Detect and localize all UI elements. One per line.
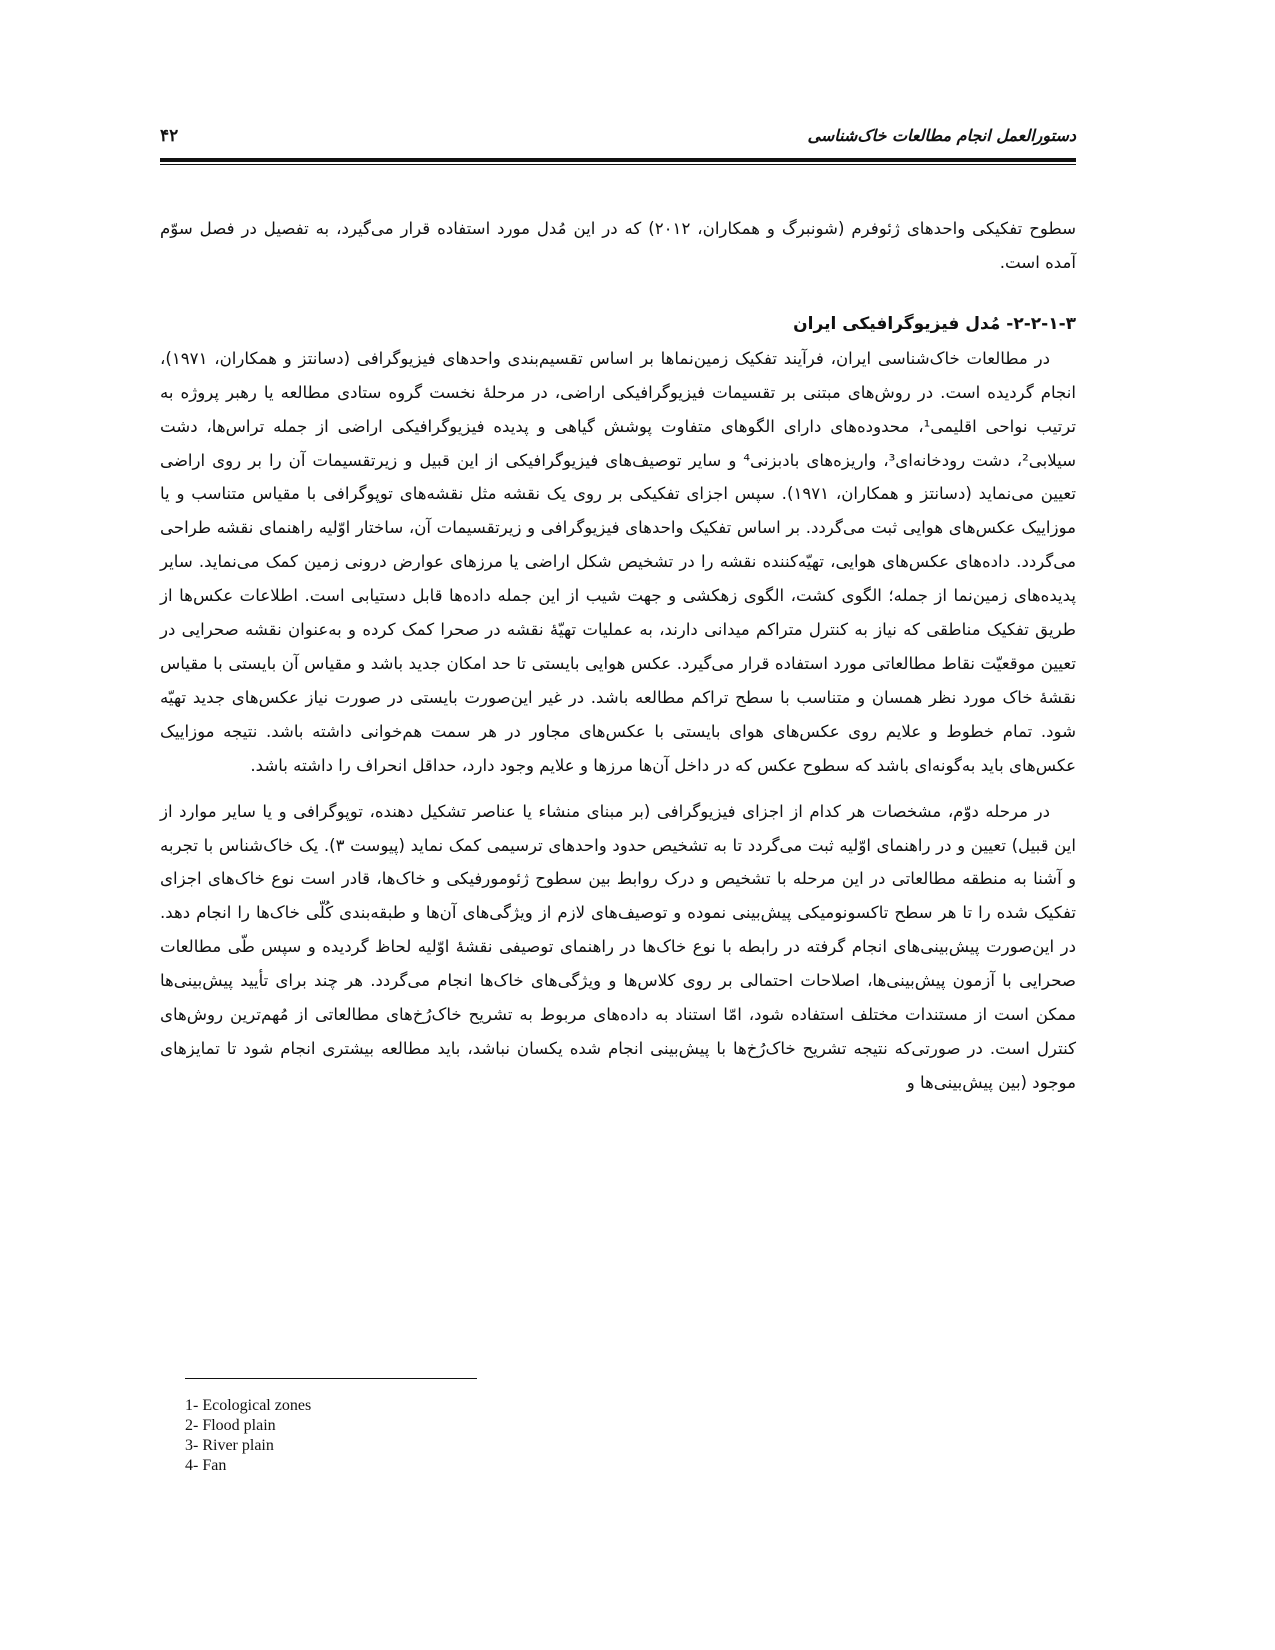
header-rule-thin [160, 164, 1076, 165]
section-heading: ۲-۲-۱-۳- مُدل فیزیوگرافیکی ایران [793, 313, 1076, 334]
footnote-item: 2- Flood plain [185, 1417, 276, 1434]
body-text [160, 212, 1076, 1100]
paragraph-continuation: سطوح تفکیکی واحدهای ژئوفرم (شونبرگ و همکاران، ۲۰۱۲) که در این مُدل مورد استفاده قرار می‌گیرد، به تفصیل در فصل سوّم آمده است. [160, 219, 1076, 272]
page-number: ۴۲ [160, 126, 179, 146]
header-rule-thick [160, 158, 1076, 162]
running-title: دستورالعمل انجام مطالعات خاک‌شناسی [807, 126, 1076, 145]
footnote-item: 4- Fan [185, 1457, 227, 1474]
footnote-item: 3- River plain [185, 1437, 274, 1454]
footnote-item: 1- Ecological zones [185, 1397, 312, 1414]
footnote-separator [185, 1378, 477, 1379]
paragraph-physiographic-model: در مطالعات خاک‌شناسی ایران، فرآیند تفکیک زمین‌نماها بر اساس تقسیم‌بندی واحدهای فیزیوگرافی (دسانتز و همکاران، ۱۹۷۱)، انجام گردیده است. در روش‌های مبتنی بر تقسیمات فیزیوگرافیکی اراضی، در مرحلهٔ نخست گروه ستادی مطالعه یا رهبر پروژه به ترتیب نواحی اقلیمی¹، محدوده‌های دارای الگوهای متفاوت پوشش گیاهی و پدیده فیزیوگرافیکی اراضی از جمله تراس‌ها، دشت سیلابی²، دشت رودخانه‌ای³، واریزه‌های بادبزنی⁴ و سایر توصیف‌های فیزیوگرافیکی از این قبیل و زیرتقسیمات آن را بر روی اراضی تعیین می‌نماید (دسانتز و همکاران، ۱۹۷۱). سپس اجزای تفکیکی بر روی یک نقشه مثل نقشه‌های توپوگرافی با مقیاس متناسب و یا موزاییک عکس‌های هوایی ثبت می‌گردد. بر اساس تفکیک واحدهای فیزیوگرافی و زیرتقسیمات آن، ساختار اوّلیه راهنمای نقشه طراحی می‌گردد. داده‌های عکس‌های هوایی، تهیّه‌کننده نقشه را در تشخیص شکل اراضی یا مرزهای عوارض درونی زمین کمک می‌نماید. سایر پدیده‌های زمین‌نما از جمله؛ الگوی کشت، الگوی زهکشی و جهت شیب از این جمله داده‌ها قابل دستیابی است. اطلاعات عکس‌ها از طریق تفکیک مناطقی که نیاز به کنترل متراکم میدانی دارند، به عملیات تهیّهٔ نقشه در صحرا کمک کرده و به‌عنوان نقشه صحرایی در تعیین موقعیّت نقاط مطالعاتی مورد استفاده قرار می‌گیرد. عکس هوایی بایستی تا حد امکان جدید باشد و مقیاس آن بایستی با مقیاس نقشهٔ خاک مورد نظر همسان و متناسب با سطح تراکم مطالعه باشد. در غیر این‌صورت بایستی در صورت نیاز عکس‌های جدید تهیّه شود. تمام خطوط و علایم روی عکس‌های هوای بایستی با عکس‌های مجاور در هر سمت هم‌خوانی داشته باشد. نتیجه موزاییک عکس‌های باید به‌گونه‌ای باشد که سطوح عکس که در داخل آن‌ها مرزها و علایم وجود دارد، حداقل انحراف را داشته باشد. [160, 348, 1077, 775]
footnotes [185, 1396, 311, 1476]
paragraph-second-stage: در مرحله دوّم، مشخصات هر کدام از اجزای فیزیوگرافی (بر مبنای منشاء یا عناصر تشکیل دهنده، توپوگرافی و یا سایر موارد از این قبیل) تعیین و در راهنمای اوّلیه ثبت می‌گردد تا به تشخیص حدود واحدهای ترسیمی کمک نماید (پیوست ۳). یک خاک‌شناس با تجربه و آشنا به منطقه مطالعاتی در این مرحله با تشخیص و درک روابط بین سطوح ژئومورفیکی و خاک‌ها، قادر است نوع خاک‌های اجزای تفکیک شده را تا هر سطح تاکسونومیکی پیش‌بینی نموده و توصیف‌های لازم از ویژگی‌های آن‌ها و طبقه‌بندی کُلّی خاک‌ها را انجام دهد. در این‌صورت پیش‌بینی‌های انجام گرفته در رابطه با نوع خاک‌ها در راهنمای توصیفی نقشهٔ اوّلیه لحاظ گردیده و سپس طّی مطالعات صحرایی با آزمون پیش‌بینی‌ها، اصلاحات احتمالی بر روی کلاس‌ها و ویژگی‌های خاک‌ها انجام می‌گردد. هر چند برای تأیید پیش‌بینی‌ها ممکن است از مستندات مختلف استفاده شود، امّا استناد به داده‌های مربوط به تشریح خاک‌رُخ‌های مطالعاتی از مُهم‌ترین روش‌های کنترل است. در صورتی‌که نتیجه تشریح خاک‌رُخ‌ها با پیش‌بینی انجام شده یکسان نباشد، باید مطالعه بیشتری انجام شود تا تمایزهای موجود (بین پیش‌بینی‌ها و [160, 801, 1076, 1092]
page-header [160, 118, 1076, 158]
